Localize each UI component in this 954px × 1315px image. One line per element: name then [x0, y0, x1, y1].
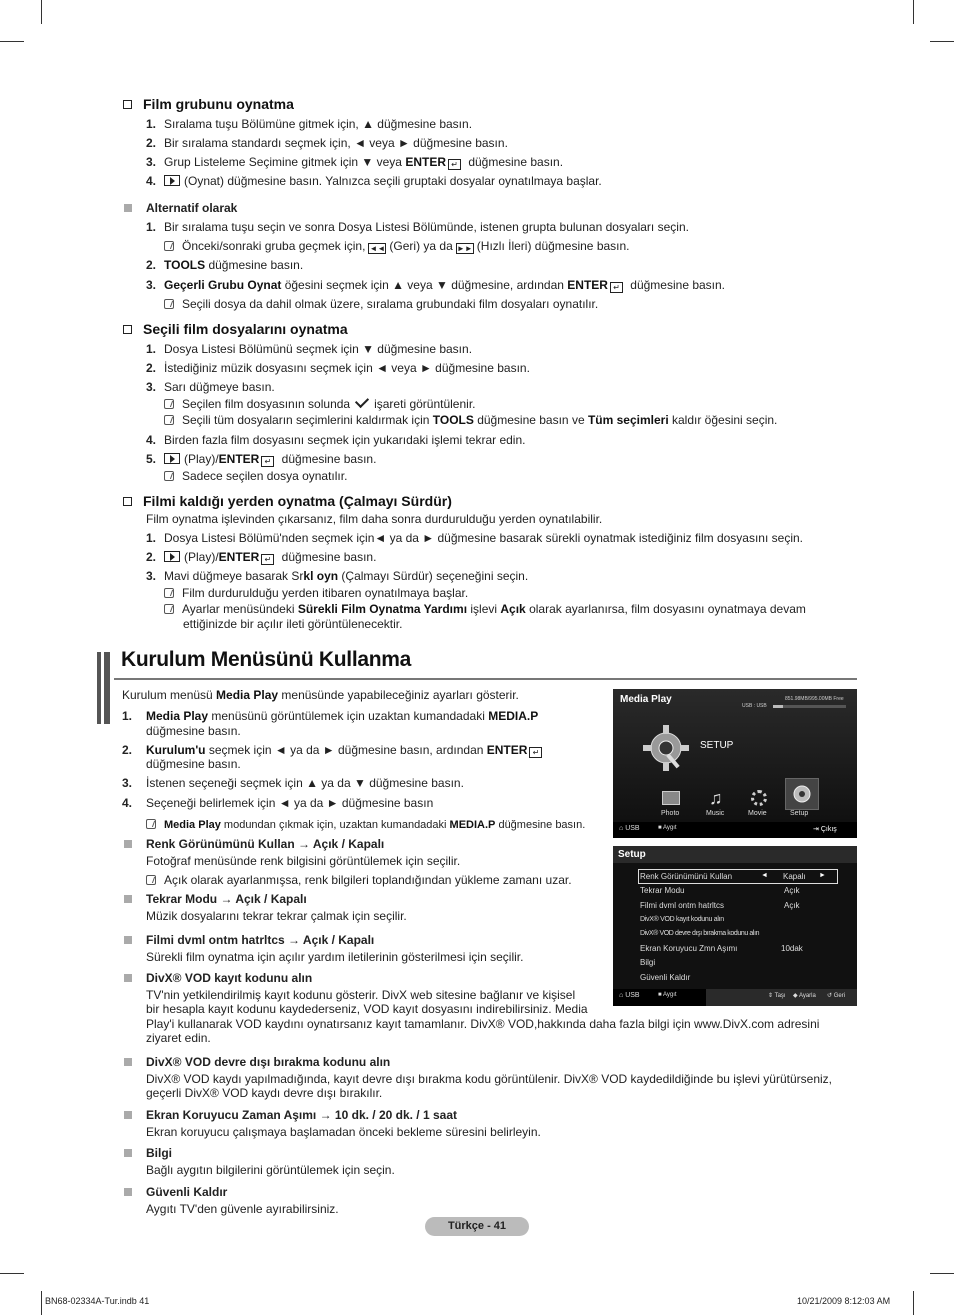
bullet-icon	[124, 840, 132, 848]
icon-label: Movie	[748, 810, 767, 817]
heading-bar	[104, 652, 110, 724]
note-icon	[164, 399, 174, 409]
note: Seçili dosya da dahil olmak üzere, sıralama grubundaki film dosyaları oynatılır.	[164, 297, 598, 311]
note-icon	[164, 299, 174, 309]
step-text: düğmesine basın.	[146, 757, 241, 771]
note-icon	[164, 471, 174, 481]
crop-mark	[930, 1273, 954, 1274]
note-icon	[146, 875, 156, 885]
option-desc: Fotoğraf menüsünde renk bilgisini görüntülemek için seçilir.	[146, 854, 461, 868]
heading-bar	[97, 652, 101, 724]
note-icon	[164, 241, 174, 251]
step-text: düğmesine basın.	[146, 724, 241, 738]
page-number: Türkçe - 41	[425, 1217, 529, 1236]
bullet-icon	[124, 1058, 132, 1066]
usb-indicator: ⌂ USB	[619, 825, 640, 832]
icon-label: Setup	[790, 810, 809, 817]
setup-row[interactable]: Filmi dvml ontm hatrltcs	[640, 901, 725, 910]
step-text: İstediğiniz müzik dosyasını seçmek için ◄ veya ► düğmesine basın.	[164, 361, 530, 375]
option-desc: Bağlı aygıtın bilgilerini görüntülemek için seçin.	[146, 1163, 395, 1177]
bullet-icon	[124, 1149, 132, 1157]
setup-row[interactable]: DivX® VOD devre dışı bırakma kodunu alın	[640, 930, 760, 937]
capacity-bar	[773, 705, 846, 708]
subheading: Alternatif olarak	[146, 201, 238, 215]
bullet-icon	[124, 1111, 132, 1119]
photo-icon[interactable]	[662, 791, 680, 805]
file-info: BN68-02334A-Tur.indb 41	[45, 1296, 150, 1306]
setup-row[interactable]: DivX® VOD kayıt kodunu alın	[640, 916, 724, 923]
note-icon	[164, 415, 174, 425]
option-title: Bilgi	[146, 1146, 172, 1160]
icon-label: Photo	[661, 810, 680, 817]
step-text: TOOLS düğmesine basın.	[164, 258, 304, 272]
section-heading: Seçili film dosyalarını oynatma	[123, 321, 348, 337]
exit-button[interactable]: ⇥ Çıkış	[813, 826, 837, 833]
bullet-icon	[124, 895, 132, 903]
enter-icon: ↵	[448, 159, 461, 170]
screen-title: Setup	[618, 849, 646, 860]
step-text: Bir sıralama tuşu seçin ve sonra Dosya Listesi Bölümünde, istenen grupta bulunan dosyaları seçin.	[164, 220, 689, 234]
step-text: (Oynat) düğmesine basın. Yalnızca seçili gruptaki dosyalar oynatılmaya başlar.	[164, 174, 602, 188]
icon-label: Music	[706, 810, 725, 817]
device-indicator: ■ Aygıt	[658, 992, 677, 998]
step-text: (Play)/ENTER ↵ düğmesine basın.	[164, 550, 376, 565]
section-heading: Film grubunu oynatma	[123, 96, 294, 112]
setup-row[interactable]: Ekran Koruyucu Zmn Aşımı	[640, 944, 738, 953]
note: Ayarlar menüsündeki Sürekli Film Oynatma Yardımı işlevi Açık olarak ayarlanırsa, film dosyasını oynatmaya devam	[164, 602, 806, 616]
section-heading: Filmi kaldığı yerden oynatma (Çalmayı Sürdür)	[123, 493, 452, 509]
print-date: 10/21/2009 8:12:03 AM	[797, 1296, 891, 1306]
crop-mark	[930, 41, 954, 42]
heading-rule	[114, 678, 857, 680]
play-icon	[164, 551, 180, 562]
step-text: Dosya Listesi Bölümü'nden seçmek için◄ ya da ► düğmesine basarak sürekli oynatmak istediğiniz film dosyasını seçin.	[164, 531, 803, 545]
option-title: DivX® VOD kayıt kodunu alın	[146, 971, 313, 985]
screen-title: Media Play	[620, 694, 672, 705]
step-text: Bir sıralama standardı seçmek için, ◄ veya ► düğmesine basın.	[164, 136, 508, 150]
rewind-icon: ◄◄	[369, 244, 386, 253]
step-text: Kurulum'u seçmek için ◄ ya da ► düğmesine basın, ardından ENTER ↵	[146, 743, 546, 758]
setup-row[interactable]: Renk Görünümünü Kullan	[640, 872, 733, 881]
option-desc: DivX® VOD kaydı yapılmadığında, kayıt devre dışı bırakma kodu görüntülenir. DivX® VOD kaydedildiğinde bu işlevi yürütürseniz,	[146, 1072, 833, 1086]
option-desc: TV'nin yetkilendirilmiş kayıt kodunu gösterir. DivX web sitesine bağlanır ve kişisel	[146, 988, 576, 1002]
note-icon	[164, 604, 174, 614]
note: Sadece seçilen dosya oynatılır.	[164, 469, 347, 483]
enter-icon: ↵	[261, 456, 274, 467]
step-text: Seçeneği belirlemek için ◄ ya da ► düğmesine basın	[146, 796, 434, 810]
setup-icon[interactable]	[785, 778, 819, 810]
step-text: Media Play menüsünü görüntülemek için uzaktan kumandadaki MEDIA.P	[146, 709, 539, 723]
bullet-icon	[124, 1188, 132, 1196]
enter-icon: ↵	[261, 554, 274, 565]
crop-mark	[913, 1291, 914, 1315]
setup-row[interactable]: Tekrar Modu	[640, 886, 685, 895]
step-text: Grup Listeleme Seçimine gitmek için ▼ veya ENTER ↵ düğmesine basın.	[164, 155, 564, 169]
usb-indicator: ⌂ USB	[619, 992, 640, 999]
option-desc: Ekran koruyucu çalışmaya başlamadan önceki bekleme süresini belirleyin.	[146, 1125, 541, 1139]
step-text: Sarı düğmeye basın.	[164, 380, 275, 394]
step-text: Geçerli Grubu Oynat öğesini seçmek için ▲ veya ▼ düğmesine, ardından ENTER ↵ düğmesine basın.	[164, 278, 726, 292]
option-title: DivX® VOD devre dışı bırakma kodunu alın	[146, 1055, 391, 1069]
setup-row[interactable]: Bilgi	[640, 958, 656, 967]
adjust-hint: ◆ Ayarla	[793, 993, 816, 999]
device-label: USB : USB	[742, 703, 767, 709]
note-icon	[146, 819, 156, 829]
media-play-screen	[613, 689, 857, 838]
bullet-icon	[124, 204, 132, 212]
page-title: Kurulum Menüsünü Kullanma	[121, 648, 412, 671]
checkmark-icon	[355, 394, 369, 408]
note: Film durdurulduğu yerden itibaren oynatılmaya başlar.	[164, 586, 468, 600]
setup-label: SETUP	[700, 740, 734, 751]
bullet-icon	[124, 936, 132, 944]
step-text: Dosya Listesi Bölümünü seçmek için ▼ düğmesine basın.	[164, 342, 473, 356]
setup-screen: Setup ◄ ► Renk Görünümünü Kullan Kapalı Tekrar Modu Açık Filmi dvml ontm hatrltcs Açık DivX® VOD kayıt kodunu alın DivX® VOD devre dışı bırakma kodunu alın Ekran Koruyucu Zmn Aşımı 10dak Bilgi Güvenli Kaldır ⌂ USB ■ Aygıt ⇕ Taşı ◆ Ayarla ↺ Geri	[613, 846, 857, 1006]
play-icon	[164, 175, 180, 186]
setup-row[interactable]: Güvenli Kaldır	[640, 973, 691, 982]
option-desc: geçerli DivX® VOD kaydı devre dışı bırakılır.	[146, 1086, 383, 1100]
note-continuation: ettiğinizde bir açılır ileti görüntülenecektir.	[183, 617, 403, 631]
note: Media Play modundan çıkmak için, uzaktan kumandadaki MEDIA.P düğmesine basın.	[146, 818, 585, 832]
music-icon[interactable]: ♫	[709, 788, 723, 808]
fast-forward-icon: ►►	[456, 244, 473, 253]
crop-mark	[913, 0, 914, 24]
option-desc: ziyaret edin.	[146, 1031, 211, 1045]
option-title: Ekran Koruyucu Zaman Aşımı → 10 dk. / 20 dk. / 1 saat	[146, 1108, 458, 1122]
note: Önceki/sonraki gruba geçmek için, ◄◄ (Geri) ya da ►► (Hızlı İleri) düğmesine basın.	[164, 239, 630, 254]
note: Açık olarak ayarlanmışsa, renk bilgileri toplandığından yükleme zamanı uzar.	[146, 873, 572, 887]
back-button[interactable]: ↺ Geri	[827, 993, 846, 999]
step-text: Birden fazla film dosyasını seçmek için yukarıdaki işlemi tekrar edin.	[164, 433, 526, 447]
move-hint: ⇕ Taşı	[768, 993, 786, 999]
note-icon	[164, 588, 174, 598]
crop-mark	[0, 1273, 24, 1274]
enter-icon: ↵	[610, 282, 623, 293]
device-indicator: ■ Aygıt	[658, 825, 677, 831]
option-desc: bir hesapla kayıt kodunu kaydederseniz, VOD kayıt dosyasını indirebilirsiniz. Media	[146, 1002, 588, 1016]
paragraph: Kurulum menüsü Media Play menüsünde yapabileceğiniz ayarları gösterir.	[122, 688, 519, 702]
crop-mark	[41, 0, 42, 24]
option-title: Renk Görünümünü Kullan → Açık / Kapalı	[146, 837, 385, 851]
free-space: 851.98MB/995.00MB Free	[785, 696, 844, 702]
step-text: Mavi düğmeye basarak Srkl oyn (Çalmayı Sürdür) seçeneğini seçin.	[164, 569, 529, 583]
option-title: Tekrar Modu → Açık / Kapalı	[146, 892, 307, 906]
play-icon	[164, 453, 180, 464]
note: Seçilen film dosyasının solunda işareti görüntülenir.	[164, 397, 475, 411]
gear-icon	[641, 723, 691, 773]
crop-mark	[0, 41, 24, 42]
step-text: (Play)/ENTER ↵ düğmesine basın.	[164, 452, 376, 467]
option-desc: Sürekli film oynatma için açılır yardım iletilerinin gösterilmesi için seçilir.	[146, 950, 524, 964]
bullet-icon	[124, 974, 132, 982]
option-title: Güvenli Kaldır	[146, 1185, 228, 1199]
note: Seçili tüm dosyaların seçimlerini kaldırmak için TOOLS düğmesine basın ve Tüm seçimleri kaldır öğesini seçin.	[164, 413, 777, 427]
step-text: İstenen seçeneği seçmek için ▲ ya da ▼ düğmesine basın.	[146, 776, 464, 790]
movie-icon[interactable]	[751, 790, 767, 806]
paragraph: Film oynatma işlevinden çıkarsanız, film daha sonra durdurulduğu yerden oynatılabilir.	[146, 512, 603, 526]
option-desc: Play'i kullanarak VOD kaydını oynatırsanız kayıt tamamlanır. DivX® VOD,hakkında daha fazla bilgi için www.DivX.com adresini	[146, 1017, 820, 1031]
crop-mark	[41, 1291, 42, 1315]
option-title: Filmi dvml ontm hatrltcs → Açık / Kapalı	[146, 933, 375, 947]
enter-icon: ↵	[529, 747, 542, 758]
step-text: Sıralama tuşu Bölümüne gitmek için, ▲ düğmesine basın.	[164, 117, 473, 131]
option-desc: Müzik dosyalarını tekrar tekrar çalmak için seçilir.	[146, 909, 407, 923]
option-desc: Aygıtı TV'den güvenle ayırabilirsiniz.	[146, 1202, 339, 1216]
